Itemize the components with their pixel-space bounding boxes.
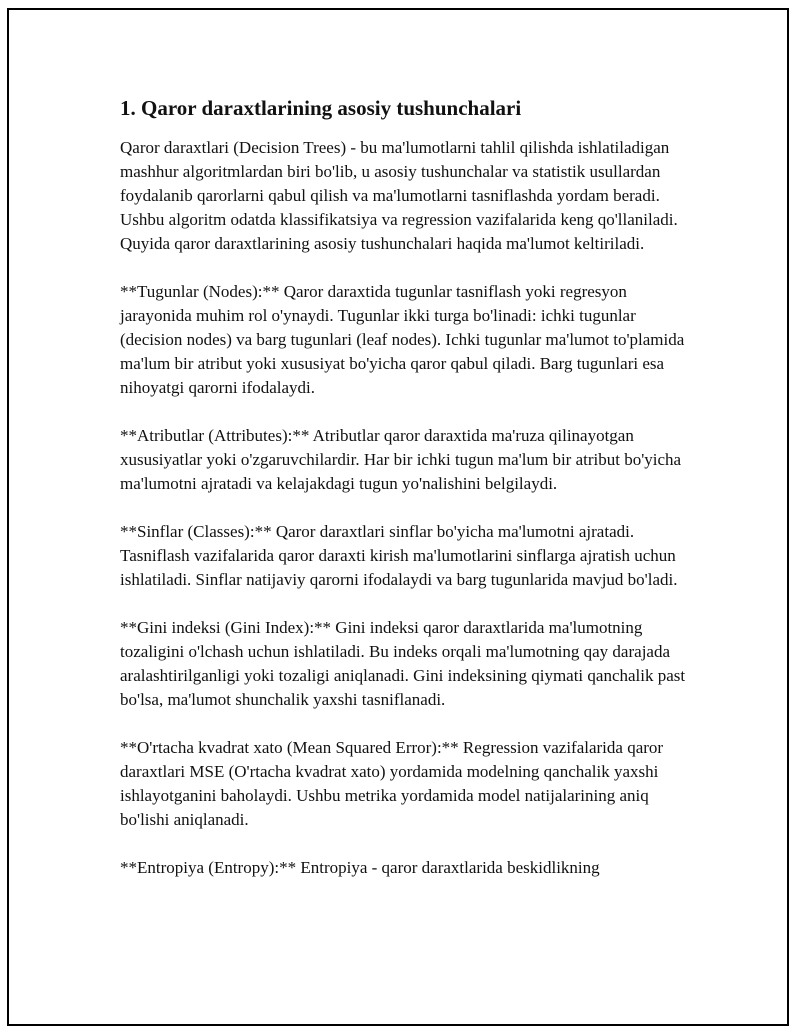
attributes-paragraph: **Atributlar (Attributes):** Atributlar qaror daraxtida ma'ruza qilinayotgan xususiyatlar yoki o'zgaruvchilardir. Har bir ichki tugun ma'lum bir atribut bo'yicha ma'lumotni ajratadi va kelajakdagi tugun yo'nalishini belgilaydi. — [120, 426, 682, 493]
classes-paragraph: **Sinflar (Classes):** Qaror daraxtlari sinflar bo'yicha ma'lumotni ajratadi. Tasniflash vazifalarida qaror daraxti kirish ma'lumotlarini sinflarga ajratish uchun ishlatiladi. Sinflar natijaviy qarorni ifodalaydi va barg tugunlarida mavjud bo'ladi. — [120, 522, 678, 589]
document-body — [120, 94, 700, 904]
nodes-paragraph: **Tugunlar (Nodes):** Qaror daraxtida tugunlar tasniflash yoki regresyon jarayonida muhim rol o'ynaydi. Tugunlar ikki turga bo'linadi: ichki tugunlar (decision nodes) va barg tugunlari (leaf nodes). Ichki tugunlar ma'lumot to'plamida ma'lum bir atribut yoki xususiyat bo'yicha qaror qabul qiladi. Barg tugunlari esa nihoyatgi qarorni ifodalaydi. — [120, 282, 685, 397]
gini-index-paragraph: **Gini indeksi (Gini Index):** Gini indeksi qaror daraxtlarida ma'lumotning tozaligini o'lchash uchun ishlatiladi. Bu indeks orqali ma'lumotning qay darajada aralashtirilganligi yoki tozaligi aniqlanadi. Gini indeksining qiymati qanchalik past bo'lsa, ma'lumot shunchalik yaxshi tasniflanadi. — [120, 618, 686, 709]
mse-paragraph: **O'rtacha kvadrat xato (Mean Squared Error):** Regression vazifalarida qaror daraxtlari MSE (O'rtacha kvadrat xato) yordamida modelning qanchalik yaxshi ishlayotganini baholaydi. Ushbu metrika yordamida model natijalarining aniq bo'lishi aniqlanadi. — [120, 738, 664, 829]
entropy-paragraph: **Entropiya (Entropy):** Entropiya - qaror daraxtlarida beskidlikning — [120, 858, 600, 877]
intro-paragraph: Qaror daraxtlari (Decision Trees) - bu ma'lumotlarni tahlil qilishda ishlatiladigan mashhur algoritmlardan biri bo'lib, u asosiy tushunchalar va statistik usullardan foydalanib qarorlarni qabul qilish va ma'lumotlarni tasniflashda yordam beradi. Ushbu algoritm odatda klassifikatsiya va regression vazifalarida keng qo'llaniladi. Quyida qaror daraxtlarining asosiy tushunchalari haqida ma'lumot keltiriladi. — [120, 138, 678, 253]
section-heading: 1. Qaror daraxtlarining asosiy tushunchalari — [120, 96, 522, 120]
document-page — [7, 8, 789, 1026]
